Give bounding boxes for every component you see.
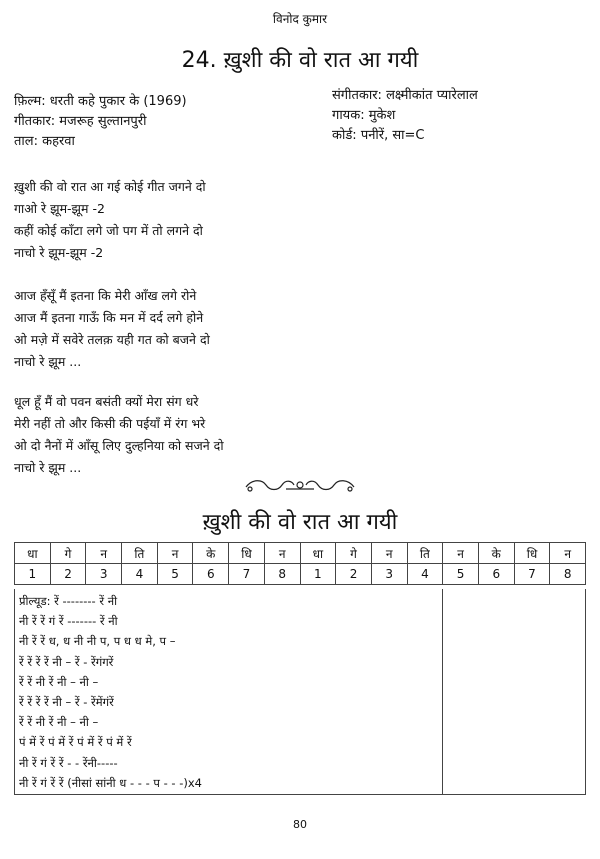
bol-cell: गे [50,543,86,564]
notation-line: नी रें गं रें रें (नीसां सांनी ध - - - प - - -)x4 [19,775,202,790]
bol-cell: गे [336,543,372,564]
notation-line: रें रें रें रें नी – रें - रेंमेंगंरें [19,695,114,710]
beat-cell: 6 [193,564,229,585]
ornament-divider-icon [0,475,600,497]
beat-cell: 3 [371,564,407,585]
lyric-line: नाचो रे झूम ... [14,354,82,369]
singer-line: गायक: मुकेश [332,108,396,123]
beat-cell: 5 [443,564,479,585]
taal-beats-row [15,564,586,585]
lyric-line: ओ मज़े में सवेरे तलक़ यही गत को बजने दो [14,332,210,347]
beat-cell: 6 [478,564,514,585]
beat-cell: 4 [122,564,158,585]
lyric-line: मेरी नहीं तो और किसी की पईयाँ में रंग भरे [14,416,206,431]
notation-line: नी रें रें ध, ध नी नी प, प ध ध मे, प – [19,634,176,649]
lyrics-stanza-1 [14,176,206,264]
bol-cell: धि [229,543,265,564]
taal-line: ताल: कहरवा [14,134,75,149]
beat-cell: 2 [336,564,372,585]
chords-line: कोर्ड: पनीरें, सा=C [332,128,425,143]
lyric-line: नाचो रे झूम-झूम -2 [14,245,104,260]
bol-cell: ति [122,543,158,564]
bol-cell: न [264,543,300,564]
lyric-line: गाओ रे झूम-झूम -2 [14,201,105,216]
lyric-line: आज मैं इतना गाऊँ कि मन में दर्द लगे होने [14,310,204,325]
taal-bols-row [15,543,586,564]
notation-line: नी रें गं रें रें - - रेंनी----- [19,755,118,770]
beat-cell: 1 [15,564,51,585]
bol-cell: के [193,543,229,564]
notation-box [14,589,586,795]
notation-line: नी रें रें गं रें ------- रें नी [19,614,118,629]
lyric-line: ओ दो नैनों में आँसू लिए दुल्हनिया को सजने दो [14,438,224,453]
lyric-line: धूल हूँ मैं वो पवन बसंती क्यों मेरा संग धरे [14,394,199,409]
notation-line: रें रें नी रें नी – नी – [19,715,99,730]
taal-grid [14,542,586,585]
bol-cell: न [443,543,479,564]
notation-column [15,589,443,794]
song-title: 24. ख़ुशी की वो रात आ गयी [181,48,419,73]
notation-title: ख़ुशी की वो रात आ गयी [202,510,398,535]
lyric-line: नाचो रे झूम ... [14,460,82,475]
beat-cell: 2 [50,564,86,585]
notation-line: रें रें नी रें नी – नी – [19,674,99,689]
beat-cell: 7 [229,564,265,585]
author-header: विनोद कुमार [272,12,328,26]
beat-cell: 3 [86,564,122,585]
lyrics-stanza-3 [14,391,224,479]
beat-cell: 8 [550,564,586,585]
bol-cell: धि [514,543,550,564]
lyric-line: आज हँसूँ मैं इतना कि मेरी आँख लगे रोने [14,288,197,303]
beat-cell: 1 [300,564,336,585]
bol-cell: धा [300,543,336,564]
composer-line: संगीतकार: लक्ष्मीकांत प्यारेलाल [332,88,478,103]
bol-cell: न [371,543,407,564]
film-line: फ़िल्म: धरती कहे पुकार के (1969) [14,94,187,109]
lyric-line: कहीं कोई काँटा लगे जो पग में तो लगने दो [14,223,203,238]
bol-cell: न [157,543,193,564]
beat-cell: 7 [514,564,550,585]
bol-cell: न [86,543,122,564]
beat-cell: 4 [407,564,443,585]
bol-cell: न [550,543,586,564]
notation-line: पं में रें पं में रें पं में रें पं में रें [19,735,132,750]
page-number: 80 [293,818,307,831]
notation-line: प्रील्यूड: रें -------- रें नी [19,594,118,608]
beat-cell: 5 [157,564,193,585]
lyrics-stanza-2 [14,285,210,373]
song-meta-left [14,92,187,152]
song-meta-right [332,86,478,146]
lyric-line: ख़ुशी की वो रात आ गई कोई गीत जगने दो [14,179,206,194]
notation-line: रें रें रें रें नी – रें - रेंगंगरें [19,654,114,669]
lyricist-line: गीतकार: मजरूह सुल्तानपुरी [14,114,147,129]
bol-cell: के [478,543,514,564]
beat-cell: 8 [264,564,300,585]
bol-cell: ति [407,543,443,564]
bol-cell: धा [15,543,51,564]
